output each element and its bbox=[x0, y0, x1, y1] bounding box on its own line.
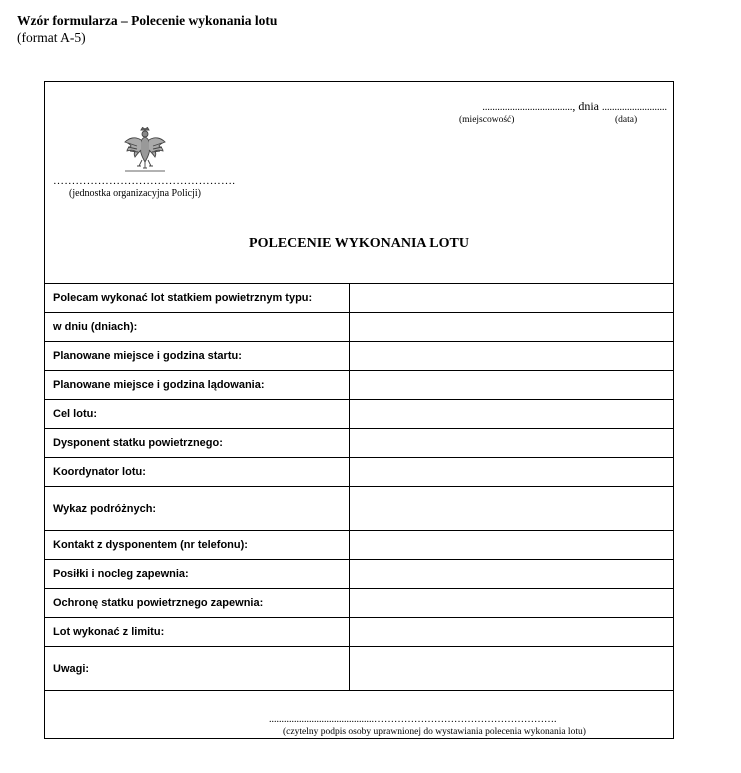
table-row bbox=[45, 618, 674, 647]
field-value[interactable] bbox=[350, 313, 674, 342]
field-value[interactable] bbox=[350, 342, 674, 371]
field-label: Planowane miejsce i godzina startu: bbox=[45, 342, 350, 371]
field-value[interactable] bbox=[350, 284, 674, 313]
field-label: Planowane miejsce i godzina lądowania: bbox=[45, 371, 350, 400]
table-row bbox=[45, 342, 674, 371]
form-fields-table bbox=[44, 283, 674, 691]
table-row bbox=[45, 531, 674, 560]
place-date-captions bbox=[457, 115, 667, 129]
date-caption: (data) bbox=[615, 115, 638, 125]
table-row bbox=[45, 284, 674, 313]
document-title: Wzór formularza – Polecenie wykonania lotu bbox=[17, 13, 278, 28]
field-label: Ochronę statku powietrznego zapewnia: bbox=[45, 589, 350, 618]
field-value[interactable] bbox=[350, 400, 674, 429]
place-dots: .................................... bbox=[482, 102, 573, 113]
field-label: Polecam wykonać lot statkiem powietrznym typu: bbox=[45, 284, 350, 313]
form-heading: POLECENIE WYKONANIA LOTU bbox=[249, 236, 469, 251]
field-value[interactable] bbox=[350, 371, 674, 400]
field-value[interactable] bbox=[350, 618, 674, 647]
polish-eagle-emblem-icon bbox=[123, 126, 167, 172]
place-date-line[interactable] bbox=[482, 99, 667, 114]
field-value[interactable] bbox=[350, 589, 674, 618]
field-label: Uwagi: bbox=[45, 647, 350, 691]
field-label: Wykaz podróżnych: bbox=[45, 487, 350, 531]
field-label: Dysponent statku powietrznego: bbox=[45, 429, 350, 458]
table-row bbox=[45, 560, 674, 589]
place-caption: (miejscowość) bbox=[459, 115, 515, 125]
table-row bbox=[45, 589, 674, 618]
table-row bbox=[45, 458, 674, 487]
table-row bbox=[45, 371, 674, 400]
date-word: , dnia bbox=[572, 99, 599, 113]
table-row bbox=[45, 429, 674, 458]
form-frame bbox=[44, 81, 674, 739]
field-label: w dniu (dniach): bbox=[45, 313, 350, 342]
field-label: Cel lotu: bbox=[45, 400, 350, 429]
field-value[interactable] bbox=[350, 647, 674, 691]
field-value[interactable] bbox=[350, 560, 674, 589]
field-label: Kontakt z dysponentem (nr telefonu): bbox=[45, 531, 350, 560]
table-row bbox=[45, 400, 674, 429]
field-value[interactable] bbox=[350, 531, 674, 560]
unit-caption: (jednostka organizacyjna Policji) bbox=[69, 188, 201, 199]
unit-dots[interactable]: …………………………………………. bbox=[53, 175, 236, 187]
table-row bbox=[45, 313, 674, 342]
field-value[interactable] bbox=[350, 487, 674, 531]
field-label: Posiłki i nocleg zapewnia: bbox=[45, 560, 350, 589]
table-row bbox=[45, 487, 674, 531]
table-row bbox=[45, 647, 674, 691]
signature-dots[interactable]: ..........................................………………………………………………. bbox=[269, 714, 557, 725]
date-dots: .......................... bbox=[602, 102, 667, 113]
field-label: Koordynator lotu: bbox=[45, 458, 350, 487]
field-value[interactable] bbox=[350, 458, 674, 487]
form-header bbox=[45, 82, 673, 284]
field-label: Lot wykonać z limitu: bbox=[45, 618, 350, 647]
signature-caption: (czytelny podpis osoby uprawnionej do wystawiania polecenia wykonania lotu) bbox=[283, 727, 586, 737]
document-format: (format A-5) bbox=[17, 30, 86, 45]
field-value[interactable] bbox=[350, 429, 674, 458]
